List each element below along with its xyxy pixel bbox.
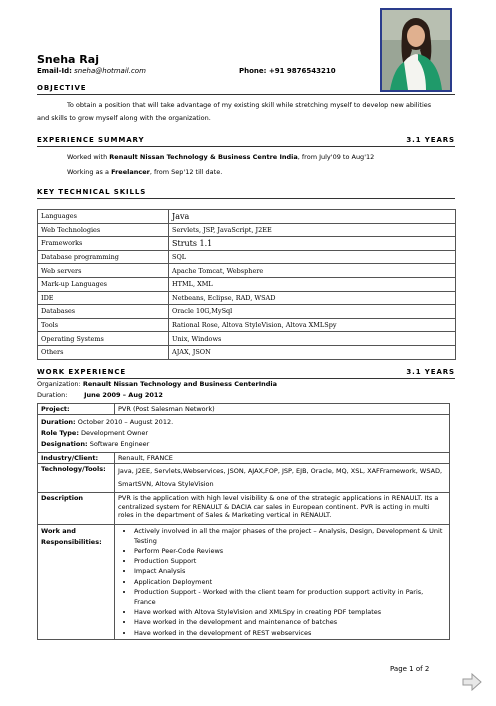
list-item: • Production Support - Worked with the client team for production support activity in Paris, France	[134, 587, 446, 607]
skills-heading: KEY TECHNICAL SKILLS	[37, 188, 147, 196]
summary-line-2-prefix: Working as a	[67, 168, 112, 176]
table-row	[38, 332, 456, 346]
email-label: Email-Id:	[37, 67, 72, 75]
profile-photo-illustration	[382, 10, 450, 90]
summary-line-2	[67, 166, 222, 178]
divider	[37, 198, 455, 199]
table-row	[38, 453, 450, 464]
table-row	[38, 415, 450, 453]
skill-values: Java	[169, 210, 456, 224]
skill-values: Apache Tomcat, Websphere	[169, 264, 456, 278]
table-row	[38, 464, 450, 493]
table-row	[38, 237, 456, 251]
table-row	[38, 223, 456, 237]
project-designation-value: Software Engineer	[89, 440, 150, 448]
description-value: PVR is the application with high level visibility & one of the strategic applications in RENAULT. Its a centralized system for RENAULT & DACIA car sales in European continent. PVR is acting in multi roles in the department of Sales & Marketing vertical in RENAULT.	[115, 493, 450, 525]
work-experience-heading	[37, 368, 455, 376]
organization-value: Renault Nissan Technology and Business CenterIndia	[82, 380, 278, 388]
technology-value: Java, J2EE, Servlets,Webservices, JSON, AJAX,FOP, JSP, EJB, Oracle, MQ, XSL, XAFFramework, WSAD, SmartSVN, Altova StyleVision	[115, 464, 450, 493]
divider	[37, 146, 455, 147]
skill-values: Oracle 10G,MySql	[169, 305, 456, 319]
email-line	[37, 67, 146, 75]
duration-value: June 2009 – Aug 2012	[84, 391, 163, 399]
project-label: Project:	[38, 404, 115, 415]
responsibilities-list	[118, 526, 446, 638]
skill-values: HTML, XML	[169, 277, 456, 291]
experience-summary-years: 3.1 YEARS	[406, 136, 455, 144]
summary-line-1-prefix: Worked with	[67, 153, 110, 161]
table-row	[38, 291, 456, 305]
skill-values: Rational Rose, Altova StyleVision, Altova XMLSpy	[169, 318, 456, 332]
project-table	[37, 403, 450, 640]
page-number: Page 1 of 2	[390, 665, 430, 673]
list-item: • Have worked with Altova StyleVision and XMLSpy in creating PDF templates	[134, 607, 446, 617]
list-item: • Perform Peer-Code Reviews	[134, 546, 446, 556]
summary-role: Freelancer	[111, 168, 150, 176]
arrow-right-icon-glyph	[462, 673, 482, 691]
table-row	[38, 264, 456, 278]
table-row	[38, 524, 450, 639]
skills-table	[37, 209, 456, 360]
phone-line: Phone: +91 9876543210	[239, 67, 336, 75]
project-duration-value: October 2010 – August 2012.	[77, 418, 174, 426]
table-row	[38, 493, 450, 525]
skill-values: AJAX, JSON	[169, 345, 456, 359]
organization-label: Organization:	[37, 380, 81, 388]
table-row	[38, 305, 456, 319]
email-value: sneha@hotmail.com	[74, 67, 146, 75]
candidate-name: Sneha Raj	[37, 53, 99, 66]
list-item: • Have worked in the development of REST webservices	[134, 628, 446, 638]
summary-company: Renault Nissan Technology & Business Centre India	[109, 153, 298, 161]
skill-category: Web servers	[38, 264, 169, 278]
skill-category: Databases	[38, 305, 169, 319]
project-details	[38, 415, 450, 453]
table-row	[38, 250, 456, 264]
summary-line-1	[67, 151, 374, 163]
skill-values: Netbeans, Eclipse, RAD, WSAD	[169, 291, 456, 305]
responsibilities-label: Work and Responsibilities:	[38, 524, 115, 639]
industry-value: Renault, FRANCE	[115, 453, 450, 464]
table-row	[38, 277, 456, 291]
list-item: • Application Deployment	[134, 577, 446, 587]
table-row	[38, 345, 456, 359]
duration-label: Duration:	[37, 391, 68, 399]
project-designation-label: Designation:	[41, 440, 88, 448]
table-row	[38, 404, 450, 415]
project-role-value: Development Owner	[81, 429, 149, 437]
skill-category: Operating Systems	[38, 332, 169, 346]
project-designation	[41, 439, 446, 450]
skill-category: Others	[38, 345, 169, 359]
technology-label: Technology/Tools:	[38, 464, 115, 493]
project-role	[41, 428, 446, 439]
project-value: PVR (Post Salesman Network)	[115, 404, 450, 415]
skill-category: Tools	[38, 318, 169, 332]
list-item: • Impact Analysis	[134, 566, 446, 576]
project-duration-label: Duration:	[41, 418, 76, 426]
objective-line-1: To obtain a position that will take advantage of my existing skill while stretching myself to develop new abilities	[67, 101, 432, 109]
skill-category: Frameworks	[38, 237, 169, 251]
table-row	[38, 210, 456, 224]
description-label: Description	[38, 493, 115, 525]
skill-category: Web Technologies	[38, 223, 169, 237]
profile-photo	[380, 8, 452, 92]
objective-heading: OBJECTIVE	[37, 84, 87, 92]
skill-category: Languages	[38, 210, 169, 224]
project-role-label: Role Type:	[41, 429, 79, 437]
skill-values: SQL	[169, 250, 456, 264]
industry-label: Industry/Client:	[38, 453, 115, 464]
experience-summary-title: EXPERIENCE SUMMARY	[37, 136, 145, 144]
list-item: • Have worked in the development and maintenance of batches	[134, 617, 446, 627]
skill-category: Mark-up Languages	[38, 277, 169, 291]
summary-line-1-suffix: , from July'09 to Aug'12	[297, 153, 375, 161]
objective-line-2: and skills to grow myself along with the organization.	[37, 114, 211, 122]
arrow-right-icon[interactable]	[462, 673, 482, 691]
divider	[37, 94, 455, 95]
skill-values: Unix, Windows	[169, 332, 456, 346]
skill-values: Struts 1.1	[169, 237, 456, 251]
list-item: • Production Support	[134, 556, 446, 566]
responsibilities-cell	[115, 524, 450, 639]
project-duration	[41, 417, 446, 428]
experience-summary-heading	[37, 136, 455, 144]
work-experience-title: WORK EXPERIENCE	[37, 368, 127, 376]
summary-line-2-suffix: , from Sep'12 till date.	[149, 168, 223, 176]
work-experience-years: 3.1 YEARS	[406, 368, 455, 376]
list-item: • Actively involved in all the major phases of the project – Analysis, Design, Development & Unit Testing	[134, 526, 446, 546]
skill-values: Servlets, JSP, JavaScript, J2EE	[169, 223, 456, 237]
skill-category: IDE	[38, 291, 169, 305]
skill-category: Database programming	[38, 250, 169, 264]
duration-line	[37, 389, 163, 401]
table-row	[38, 318, 456, 332]
